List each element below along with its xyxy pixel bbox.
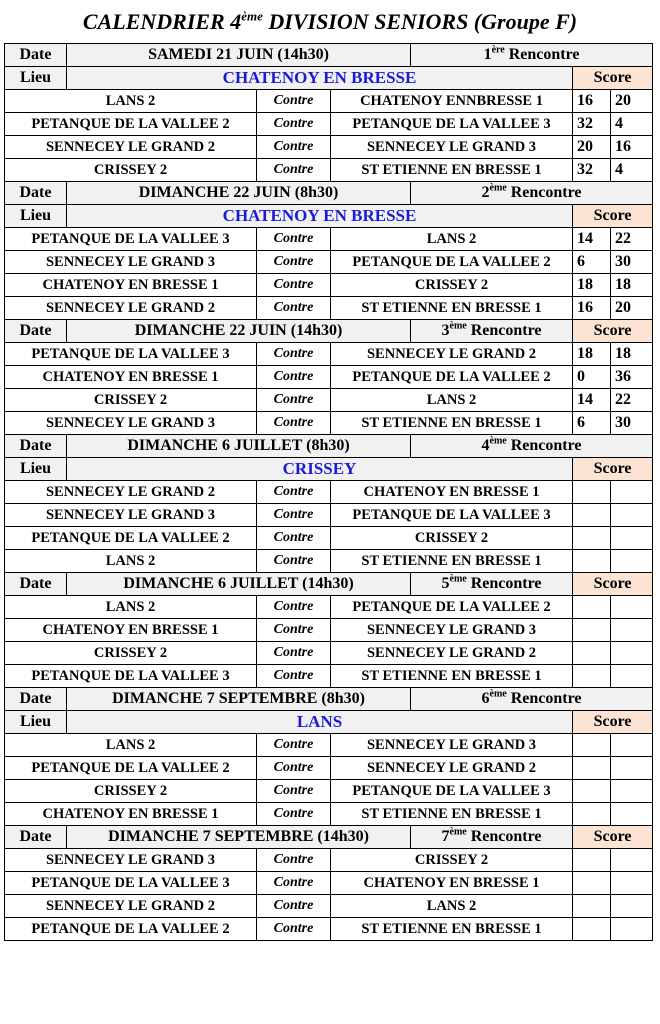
match-date: DIMANCHE 22 JUIN (14h30): [67, 320, 411, 343]
away-team: ST ETIENNE EN BRESSE 1: [331, 159, 573, 182]
score-away: 16: [611, 136, 653, 159]
match-row: [5, 619, 653, 642]
contre-label: Contre: [257, 366, 331, 389]
contre-label: Contre: [257, 251, 331, 274]
contre-label: Contre: [257, 642, 331, 665]
date-label: Date: [5, 826, 67, 849]
rencontre-number: [411, 182, 653, 205]
home-team: SENNECEY LE GRAND 3: [5, 504, 257, 527]
away-team: PETANQUE DE LA VALLEE 3: [331, 780, 573, 803]
score-away: 18: [611, 274, 653, 297]
score-away: [611, 918, 653, 941]
contre-label: Contre: [257, 550, 331, 573]
score-away: [611, 504, 653, 527]
venue-name: CRISSEY: [67, 458, 573, 481]
contre-label: Contre: [257, 297, 331, 320]
away-team: PETANQUE DE LA VALLEE 2: [331, 366, 573, 389]
home-team: CRISSEY 2: [5, 159, 257, 182]
home-team: PETANQUE DE LA VALLEE 2: [5, 757, 257, 780]
rencontre-number: [411, 826, 573, 849]
away-team: ST ETIENNE EN BRESSE 1: [331, 412, 573, 435]
away-team: LANS 2: [331, 228, 573, 251]
match-row: [5, 136, 653, 159]
match-row: [5, 918, 653, 941]
match-row: [5, 527, 653, 550]
score-home: [573, 803, 611, 826]
venue-name: CHATENOY EN BRESSE: [67, 205, 573, 228]
score-away: 22: [611, 228, 653, 251]
rencontre-number: [411, 688, 653, 711]
score-away: 30: [611, 412, 653, 435]
rencontre-number: [411, 320, 573, 343]
home-team: LANS 2: [5, 90, 257, 113]
score-home: [573, 734, 611, 757]
match-row: [5, 734, 653, 757]
home-team: CRISSEY 2: [5, 780, 257, 803]
rencontre-sup: ème: [489, 688, 507, 700]
match-row: [5, 159, 653, 182]
score-header: Score: [573, 458, 653, 481]
away-team: ST ETIENNE EN BRESSE 1: [331, 297, 573, 320]
contre-label: Contre: [257, 527, 331, 550]
match-row: [5, 849, 653, 872]
contre-label: Contre: [257, 412, 331, 435]
score-header: Score: [573, 573, 653, 596]
contre-label: Contre: [257, 228, 331, 251]
score-away: [611, 550, 653, 573]
date-label: Date: [5, 182, 67, 205]
match-row: [5, 251, 653, 274]
lieu-label: Lieu: [5, 458, 67, 481]
match-row: [5, 895, 653, 918]
away-team: LANS 2: [331, 389, 573, 412]
rencontre-label: Rencontre: [508, 46, 580, 63]
contre-label: Contre: [257, 389, 331, 412]
lieu-label: Lieu: [5, 205, 67, 228]
rencontre-sup: ème: [449, 573, 467, 585]
score-home: 20: [573, 136, 611, 159]
contre-label: Contre: [257, 481, 331, 504]
score-away: 4: [611, 159, 653, 182]
away-team: LANS 2: [331, 895, 573, 918]
rencontre-sup: ème: [489, 435, 507, 447]
home-team: PETANQUE DE LA VALLEE 3: [5, 228, 257, 251]
away-team: ST ETIENNE EN BRESSE 1: [331, 918, 573, 941]
home-team: PETANQUE DE LA VALLEE 3: [5, 872, 257, 895]
score-home: 6: [573, 251, 611, 274]
score-home: [573, 872, 611, 895]
home-team: PETANQUE DE LA VALLEE 2: [5, 918, 257, 941]
match-row: [5, 665, 653, 688]
match-row: [5, 389, 653, 412]
score-home: [573, 780, 611, 803]
date-label: Date: [5, 435, 67, 458]
rencontre-number: [411, 44, 653, 67]
home-team: SENNECEY LE GRAND 2: [5, 481, 257, 504]
home-team: SENNECEY LE GRAND 2: [5, 136, 257, 159]
match-row: [5, 757, 653, 780]
rencontre-label: Rencontre: [470, 322, 542, 339]
match-row: [5, 504, 653, 527]
score-away: 36: [611, 366, 653, 389]
date-label: Date: [5, 688, 67, 711]
contre-label: Contre: [257, 803, 331, 826]
match-row: [5, 297, 653, 320]
lieu-label: Lieu: [5, 711, 67, 734]
page-title: [0, 8, 660, 36]
match-date: DIMANCHE 7 SEPTEMBRE (14h30): [67, 826, 411, 849]
away-team: SENNECEY LE GRAND 2: [331, 642, 573, 665]
away-team: SENNECEY LE GRAND 3: [331, 136, 573, 159]
rencontre-num: 5: [441, 575, 450, 592]
rencontre-label: Rencontre: [510, 690, 582, 707]
home-team: SENNECEY LE GRAND 3: [5, 412, 257, 435]
score-away: [611, 619, 653, 642]
away-team: ST ETIENNE EN BRESSE 1: [331, 550, 573, 573]
score-away: [611, 642, 653, 665]
score-away: [611, 527, 653, 550]
home-team: PETANQUE DE LA VALLEE 2: [5, 113, 257, 136]
away-team: ST ETIENNE EN BRESSE 1: [331, 803, 573, 826]
match-row: [5, 803, 653, 826]
title-prefix: CALENDRIER 4: [82, 9, 242, 34]
contre-label: Contre: [257, 343, 331, 366]
home-team: CHATENOY EN BRESSE 1: [5, 803, 257, 826]
away-team: PETANQUE DE LA VALLEE 3: [331, 113, 573, 136]
home-team: CRISSEY 2: [5, 642, 257, 665]
rencontre-label: Rencontre: [470, 828, 542, 845]
match-row: [5, 596, 653, 619]
contre-label: Contre: [257, 665, 331, 688]
score-away: 4: [611, 113, 653, 136]
score-header: Score: [573, 711, 653, 734]
match-row: [5, 481, 653, 504]
title-suffix: DIVISION SENIORS (Groupe F): [262, 9, 578, 34]
score-home: [573, 550, 611, 573]
home-team: CHATENOY EN BRESSE 1: [5, 366, 257, 389]
home-team: LANS 2: [5, 550, 257, 573]
lieu-row: [5, 205, 653, 228]
away-team: SENNECEY LE GRAND 2: [331, 757, 573, 780]
date-label: Date: [5, 573, 67, 596]
score-home: 14: [573, 389, 611, 412]
rencontre-label: Rencontre: [470, 575, 542, 592]
title-sup: ème: [241, 8, 263, 24]
contre-label: Contre: [257, 159, 331, 182]
match-row: [5, 274, 653, 297]
date-row: [5, 44, 653, 67]
contre-label: Contre: [257, 90, 331, 113]
away-team: PETANQUE DE LA VALLEE 3: [331, 504, 573, 527]
away-team: SENNECEY LE GRAND 2: [331, 343, 573, 366]
date-row: [5, 182, 653, 205]
lieu-row: [5, 711, 653, 734]
match-date: DIMANCHE 22 JUIN (8h30): [67, 182, 411, 205]
score-home: 0: [573, 366, 611, 389]
away-team: SENNECEY LE GRAND 3: [331, 619, 573, 642]
match-date: DIMANCHE 6 JUILLET (8h30): [67, 435, 411, 458]
contre-label: Contre: [257, 872, 331, 895]
home-team: CHATENOY EN BRESSE 1: [5, 274, 257, 297]
away-team: ST ETIENNE EN BRESSE 1: [331, 665, 573, 688]
away-team: CHATENOY EN BRESSE 1: [331, 872, 573, 895]
score-away: [611, 849, 653, 872]
date-row: [5, 435, 653, 458]
away-team: PETANQUE DE LA VALLEE 2: [331, 251, 573, 274]
score-away: [611, 481, 653, 504]
rencontre-num: 3: [441, 322, 450, 339]
score-home: [573, 895, 611, 918]
score-home: 6: [573, 412, 611, 435]
contre-label: Contre: [257, 113, 331, 136]
score-home: [573, 619, 611, 642]
match-row: [5, 90, 653, 113]
contre-label: Contre: [257, 596, 331, 619]
away-team: CHATENOY EN BRESSE 1: [331, 481, 573, 504]
match-date: DIMANCHE 6 JUILLET (14h30): [67, 573, 411, 596]
home-team: SENNECEY LE GRAND 2: [5, 895, 257, 918]
contre-label: Contre: [257, 780, 331, 803]
match-row: [5, 872, 653, 895]
home-team: PETANQUE DE LA VALLEE 3: [5, 665, 257, 688]
score-away: 30: [611, 251, 653, 274]
away-team: CRISSEY 2: [331, 849, 573, 872]
score-home: [573, 757, 611, 780]
score-home: 32: [573, 113, 611, 136]
date-label: Date: [5, 44, 67, 67]
date-label: Date: [5, 320, 67, 343]
score-header: Score: [573, 826, 653, 849]
contre-label: Contre: [257, 504, 331, 527]
score-home: 32: [573, 159, 611, 182]
home-team: CHATENOY EN BRESSE 1: [5, 619, 257, 642]
date-row: [5, 320, 653, 343]
score-home: [573, 527, 611, 550]
rencontre-num: 2: [481, 184, 490, 201]
home-team: SENNECEY LE GRAND 3: [5, 251, 257, 274]
score-home: 18: [573, 343, 611, 366]
away-team: CRISSEY 2: [331, 527, 573, 550]
rencontre-sup: ème: [449, 826, 467, 838]
match-row: [5, 366, 653, 389]
away-team: CHATENOY ENNBRESSE 1: [331, 90, 573, 113]
rencontre-num: 1: [483, 46, 492, 63]
home-team: SENNECEY LE GRAND 3: [5, 849, 257, 872]
score-away: [611, 872, 653, 895]
score-away: [611, 895, 653, 918]
score-header: Score: [573, 67, 653, 90]
contre-label: Contre: [257, 274, 331, 297]
score-away: [611, 780, 653, 803]
date-row: [5, 826, 653, 849]
contre-label: Contre: [257, 757, 331, 780]
contre-label: Contre: [257, 918, 331, 941]
rencontre-num: 7: [441, 828, 450, 845]
score-home: [573, 504, 611, 527]
away-team: CRISSEY 2: [331, 274, 573, 297]
home-team: SENNECEY LE GRAND 2: [5, 297, 257, 320]
score-home: [573, 665, 611, 688]
home-team: PETANQUE DE LA VALLEE 3: [5, 343, 257, 366]
match-row: [5, 228, 653, 251]
score-home: [573, 481, 611, 504]
date-row: [5, 573, 653, 596]
match-date: SAMEDI 21 JUIN (14h30): [67, 44, 411, 67]
rencontre-number: [411, 435, 653, 458]
rencontre-num: 6: [481, 690, 490, 707]
match-row: [5, 412, 653, 435]
score-away: [611, 596, 653, 619]
contre-label: Contre: [257, 619, 331, 642]
score-away: [611, 665, 653, 688]
away-team: PETANQUE DE LA VALLEE 2: [331, 596, 573, 619]
score-away: 20: [611, 297, 653, 320]
score-header: Score: [573, 320, 653, 343]
lieu-row: [5, 67, 653, 90]
score-home: 16: [573, 297, 611, 320]
rencontre-sup: ème: [449, 320, 467, 332]
score-home: 14: [573, 228, 611, 251]
home-team: LANS 2: [5, 596, 257, 619]
calendar-table: [4, 43, 653, 941]
score-home: [573, 642, 611, 665]
match-row: [5, 550, 653, 573]
score-header: Score: [573, 205, 653, 228]
contre-label: Contre: [257, 734, 331, 757]
lieu-label: Lieu: [5, 67, 67, 90]
match-row: [5, 642, 653, 665]
score-home: [573, 596, 611, 619]
date-row: [5, 688, 653, 711]
contre-label: Contre: [257, 136, 331, 159]
score-home: 18: [573, 274, 611, 297]
score-away: 22: [611, 389, 653, 412]
rencontre-number: [411, 573, 573, 596]
rencontre-sup: ère: [491, 44, 505, 56]
score-home: [573, 849, 611, 872]
away-team: SENNECEY LE GRAND 3: [331, 734, 573, 757]
score-away: [611, 757, 653, 780]
score-away: 20: [611, 90, 653, 113]
venue-name: LANS: [67, 711, 573, 734]
match-row: [5, 113, 653, 136]
match-row: [5, 780, 653, 803]
home-team: PETANQUE DE LA VALLEE 2: [5, 527, 257, 550]
home-team: LANS 2: [5, 734, 257, 757]
contre-label: Contre: [257, 849, 331, 872]
venue-name: CHATENOY EN BRESSE: [67, 67, 573, 90]
contre-label: Contre: [257, 895, 331, 918]
rencontre-label: Rencontre: [510, 437, 582, 454]
match-date: DIMANCHE 7 SEPTEMBRE (8h30): [67, 688, 411, 711]
score-home: 16: [573, 90, 611, 113]
lieu-row: [5, 458, 653, 481]
score-away: [611, 734, 653, 757]
score-home: [573, 918, 611, 941]
rencontre-label: Rencontre: [510, 184, 582, 201]
rencontre-num: 4: [481, 437, 490, 454]
match-row: [5, 343, 653, 366]
score-away: 18: [611, 343, 653, 366]
score-away: [611, 803, 653, 826]
rencontre-sup: ème: [489, 182, 507, 194]
home-team: CRISSEY 2: [5, 389, 257, 412]
